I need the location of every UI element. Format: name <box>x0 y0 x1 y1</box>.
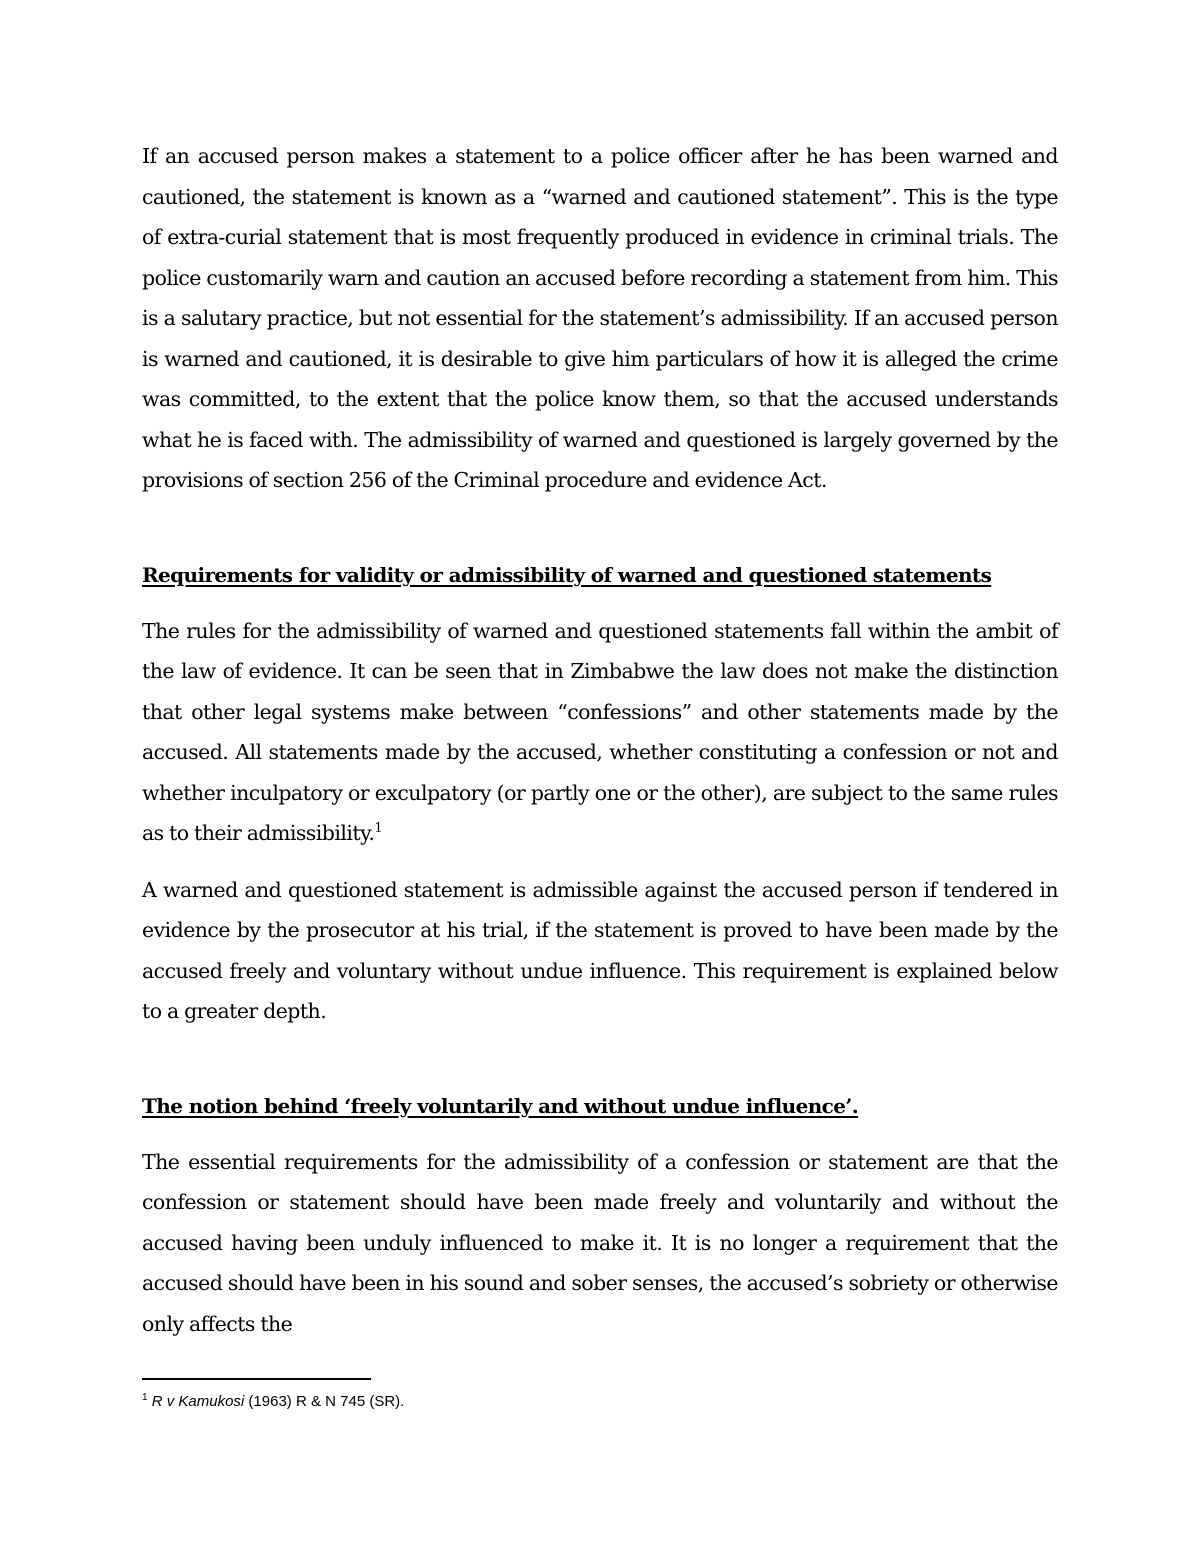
paragraph-rules-admissibility <box>142 611 1058 854</box>
footnote-case-name: R v Kamukosi <box>151 1393 245 1410</box>
footnote-reference[interactable]: 1 <box>374 821 383 837</box>
paragraph-rules-text: The rules for the admissibility of warned and questioned statements fall within the ambit of the law of evidence. It can be seen that in Zimbabwe the law does not make the distinction that other legal systems make between “confessions” and other statements made by the accused. All statements made by the accused, whether constituting a confession or not and whether inculpatory or exculpatory (or partly one or the other), are subject to the same rules as to their admissibility. <box>142 618 1058 845</box>
footnote-citation: (1963) R & N 745 (SR). <box>244 1393 405 1410</box>
heading-notion-freely-voluntarily: The notion behind ‘freely voluntarily and without undue influence’. <box>142 1093 859 1118</box>
paragraph-admissible-against-accused: A warned and questioned statement is admissible against the accused person if tendered in evidence by the prosecutor at his trial, if the statement is proved to have been made by the accused freely and voluntary without undue influence. This requirement is explained below to a greater depth. <box>142 877 1058 1023</box>
footnote-number: 1 <box>142 1392 148 1403</box>
paragraph-essential-requirements: The essential requirements for the admissibility of a confession or statement are that the confession or statement should have been made freely and voluntarily and without the accused having been unduly influenced to make it. It is no longer a requirement that the accused should have been in his sound and sober senses, the accused’s sobriety or otherwise only affects the <box>142 1149 1058 1336</box>
heading-requirements: Requirements for validity or admissibility of warned and questioned statements <box>142 562 992 587</box>
paragraph-warned-and-cautioned: If an accused person makes a statement to a police officer after he has been warned and cautioned, the statement is known as a “warned and cautioned statement”. This is the type of extra-curial statement that is most frequently produced in evidence in criminal trials. The police customarily warn and caution an accused before recording a statement from him. This is a salutary practice, but not essential for the statement’s admissibility. If an accused person is warned and cautioned, it is desirable to give him particulars of how it is alleged the crime was committed, to the extent that the police know them, so that the accused understands what he is faced with. The admissibility of warned and questioned is largely governed by the provisions of section 256 of the Criminal procedure and evidence Act. <box>142 144 1058 492</box>
footnote-separator <box>142 1378 371 1380</box>
document-body <box>142 136 1058 1344</box>
footnote <box>142 1390 842 1414</box>
